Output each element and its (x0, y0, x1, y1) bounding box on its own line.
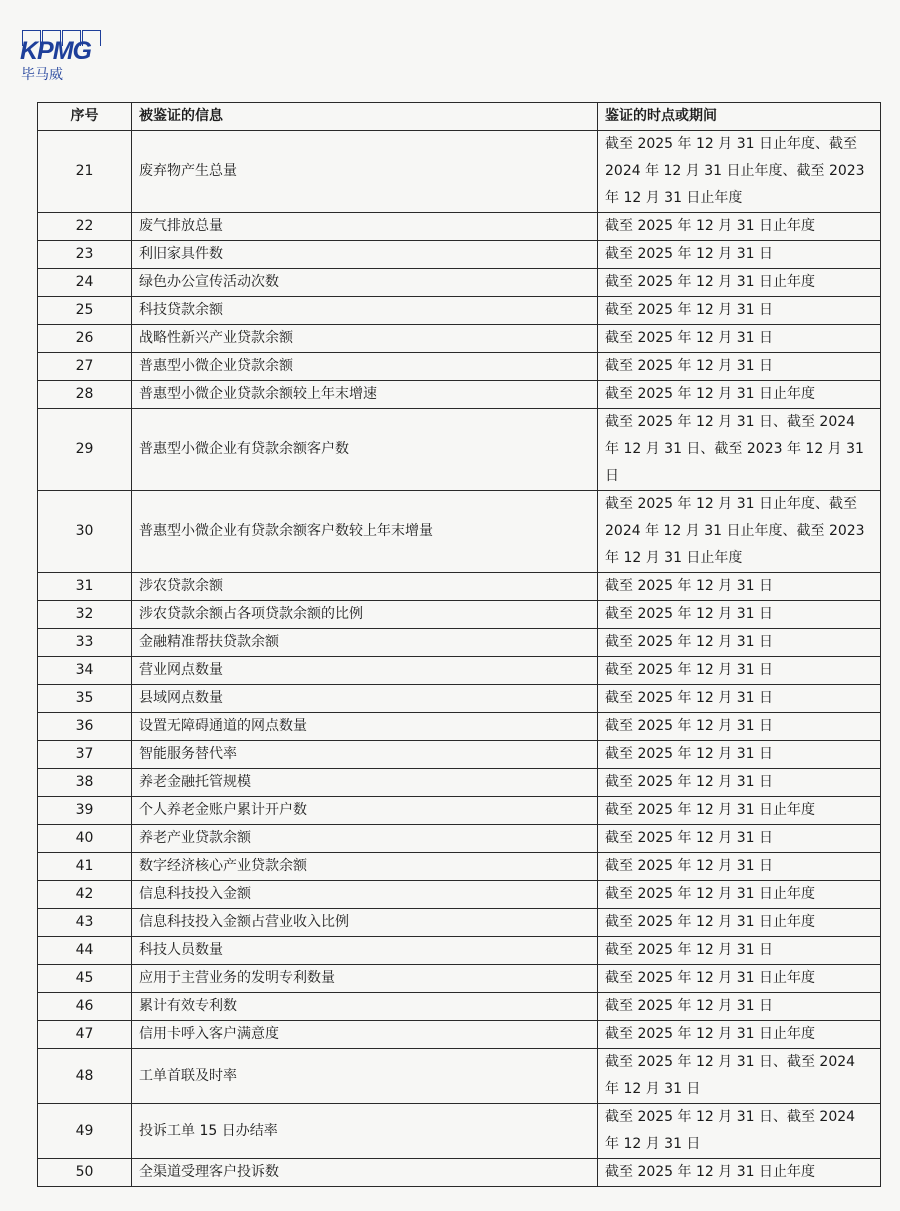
row-info: 废弃物产生总量 (132, 131, 598, 213)
table-row (38, 213, 881, 241)
row-period: 截至 2025 年 12 月 31 日、截至 2024 年 12 月 31 日、截至 2023 年 12 月 31 日 (598, 409, 881, 491)
row-info: 累计有效专利数 (132, 993, 598, 1021)
row-info: 养老产业贷款余额 (132, 825, 598, 853)
row-number: 49 (38, 1104, 132, 1159)
row-info: 全渠道受理客户投诉数 (132, 1159, 598, 1187)
row-number: 42 (38, 881, 132, 909)
row-number: 29 (38, 409, 132, 491)
row-number: 46 (38, 993, 132, 1021)
row-period: 截至 2025 年 12 月 31 日止年度、截至 2024 年 12 月 31 日止年度、截至 2023 年 12 月 31 日止年度 (598, 491, 881, 573)
row-info: 普惠型小微企业有贷款余额客户数 (132, 409, 598, 491)
row-period: 截至 2025 年 12 月 31 日止年度 (598, 881, 881, 909)
table-row (38, 769, 881, 797)
row-period: 截至 2025 年 12 月 31 日 (598, 853, 881, 881)
table-row (38, 881, 881, 909)
row-number: 36 (38, 713, 132, 741)
row-info: 金融精准帮扶贷款余额 (132, 629, 598, 657)
table-row (38, 909, 881, 937)
table-row (38, 1021, 881, 1049)
table-row (38, 409, 881, 491)
row-number: 37 (38, 741, 132, 769)
table-row (38, 993, 881, 1021)
row-info: 绿色办公宣传活动次数 (132, 269, 598, 297)
table-row (38, 353, 881, 381)
table-row (38, 381, 881, 409)
table-row (38, 1049, 881, 1104)
row-number: 22 (38, 213, 132, 241)
row-period: 截至 2025 年 12 月 31 日 (598, 297, 881, 325)
row-number: 38 (38, 769, 132, 797)
row-period: 截至 2025 年 12 月 31 日止年度 (598, 269, 881, 297)
header-no: 序号 (38, 103, 132, 131)
row-info: 信息科技投入金额 (132, 881, 598, 909)
row-info: 涉农贷款余额 (132, 573, 598, 601)
row-period: 截至 2025 年 12 月 31 日止年度 (598, 909, 881, 937)
row-info: 营业网点数量 (132, 657, 598, 685)
table-row (38, 825, 881, 853)
row-number: 50 (38, 1159, 132, 1187)
row-period: 截至 2025 年 12 月 31 日 (598, 601, 881, 629)
table-row (38, 297, 881, 325)
table-row (38, 1104, 881, 1159)
row-number: 28 (38, 381, 132, 409)
row-period: 截至 2025 年 12 月 31 日止年度 (598, 797, 881, 825)
row-info: 设置无障碍通道的网点数量 (132, 713, 598, 741)
table-row (38, 713, 881, 741)
header-period: 鉴证的时点或期间 (598, 103, 881, 131)
table-row (38, 601, 881, 629)
row-info: 智能服务替代率 (132, 741, 598, 769)
table-body (38, 131, 881, 1187)
row-info: 普惠型小微企业贷款余额 (132, 353, 598, 381)
row-info: 科技贷款余额 (132, 297, 598, 325)
row-info: 利旧家具件数 (132, 241, 598, 269)
row-number: 44 (38, 937, 132, 965)
table-row (38, 657, 881, 685)
row-info: 信息科技投入金额占营业收入比例 (132, 909, 598, 937)
table-header-row (38, 103, 881, 131)
table-row (38, 797, 881, 825)
kpmg-logo (20, 30, 130, 90)
row-info: 战略性新兴产业贷款余额 (132, 325, 598, 353)
row-period: 截至 2025 年 12 月 31 日止年度 (598, 381, 881, 409)
table-row (38, 325, 881, 353)
row-info: 普惠型小微企业有贷款余额客户数较上年末增量 (132, 491, 598, 573)
table-row (38, 1159, 881, 1187)
row-info: 县域网点数量 (132, 685, 598, 713)
row-number: 39 (38, 797, 132, 825)
row-period: 截至 2025 年 12 月 31 日 (598, 657, 881, 685)
table-row (38, 241, 881, 269)
row-number: 32 (38, 601, 132, 629)
row-period: 截至 2025 年 12 月 31 日止年度 (598, 1159, 881, 1187)
row-number: 41 (38, 853, 132, 881)
table-row (38, 573, 881, 601)
row-number: 27 (38, 353, 132, 381)
row-number: 40 (38, 825, 132, 853)
table-row (38, 965, 881, 993)
row-number: 21 (38, 131, 132, 213)
table-row (38, 685, 881, 713)
row-number: 23 (38, 241, 132, 269)
row-period: 截至 2025 年 12 月 31 日 (598, 325, 881, 353)
logo-wordmark: KPMG (20, 37, 91, 65)
row-period: 截至 2025 年 12 月 31 日止年度 (598, 213, 881, 241)
row-period: 截至 2025 年 12 月 31 日止年度、截至 2024 年 12 月 31 日止年度、截至 2023 年 12 月 31 日止年度 (598, 131, 881, 213)
row-number: 43 (38, 909, 132, 937)
row-period: 截至 2025 年 12 月 31 日 (598, 353, 881, 381)
row-info: 应用于主营业务的发明专利数量 (132, 965, 598, 993)
row-period: 截至 2025 年 12 月 31 日 (598, 241, 881, 269)
row-period: 截至 2025 年 12 月 31 日 (598, 713, 881, 741)
row-number: 26 (38, 325, 132, 353)
row-info: 数字经济核心产业贷款余额 (132, 853, 598, 881)
table-row (38, 629, 881, 657)
row-info: 养老金融托管规模 (132, 769, 598, 797)
row-number: 48 (38, 1049, 132, 1104)
row-period: 截至 2025 年 12 月 31 日 (598, 937, 881, 965)
row-info: 投诉工单 15 日办结率 (132, 1104, 598, 1159)
row-info: 普惠型小微企业贷款余额较上年末增速 (132, 381, 598, 409)
row-number: 31 (38, 573, 132, 601)
table-row (38, 741, 881, 769)
row-info: 涉农贷款余额占各项贷款余额的比例 (132, 601, 598, 629)
table-row (38, 269, 881, 297)
row-period: 截至 2025 年 12 月 31 日止年度 (598, 965, 881, 993)
header-info: 被鉴证的信息 (132, 103, 598, 131)
row-number: 47 (38, 1021, 132, 1049)
table-row (38, 937, 881, 965)
logo-subtitle: 毕马威 (21, 67, 63, 83)
row-number: 33 (38, 629, 132, 657)
row-info: 废气排放总量 (132, 213, 598, 241)
row-info: 科技人员数量 (132, 937, 598, 965)
row-period: 截至 2025 年 12 月 31 日 (598, 573, 881, 601)
row-period: 截至 2025 年 12 月 31 日止年度 (598, 1021, 881, 1049)
table-row (38, 131, 881, 213)
table-row (38, 491, 881, 573)
row-period: 截至 2025 年 12 月 31 日 (598, 741, 881, 769)
row-number: 35 (38, 685, 132, 713)
row-number: 45 (38, 965, 132, 993)
row-period: 截至 2025 年 12 月 31 日 (598, 993, 881, 1021)
row-number: 34 (38, 657, 132, 685)
row-period: 截至 2025 年 12 月 31 日 (598, 629, 881, 657)
table-row (38, 853, 881, 881)
row-info: 个人养老金账户累计开户数 (132, 797, 598, 825)
row-period: 截至 2025 年 12 月 31 日、截至 2024 年 12 月 31 日 (598, 1049, 881, 1104)
row-number: 24 (38, 269, 132, 297)
row-info: 工单首联及时率 (132, 1049, 598, 1104)
row-period: 截至 2025 年 12 月 31 日、截至 2024 年 12 月 31 日 (598, 1104, 881, 1159)
row-number: 25 (38, 297, 132, 325)
row-number: 30 (38, 491, 132, 573)
row-period: 截至 2025 年 12 月 31 日 (598, 769, 881, 797)
row-info: 信用卡呼入客户满意度 (132, 1021, 598, 1049)
row-period: 截至 2025 年 12 月 31 日 (598, 825, 881, 853)
assurance-items-table (37, 102, 881, 1187)
row-period: 截至 2025 年 12 月 31 日 (598, 685, 881, 713)
